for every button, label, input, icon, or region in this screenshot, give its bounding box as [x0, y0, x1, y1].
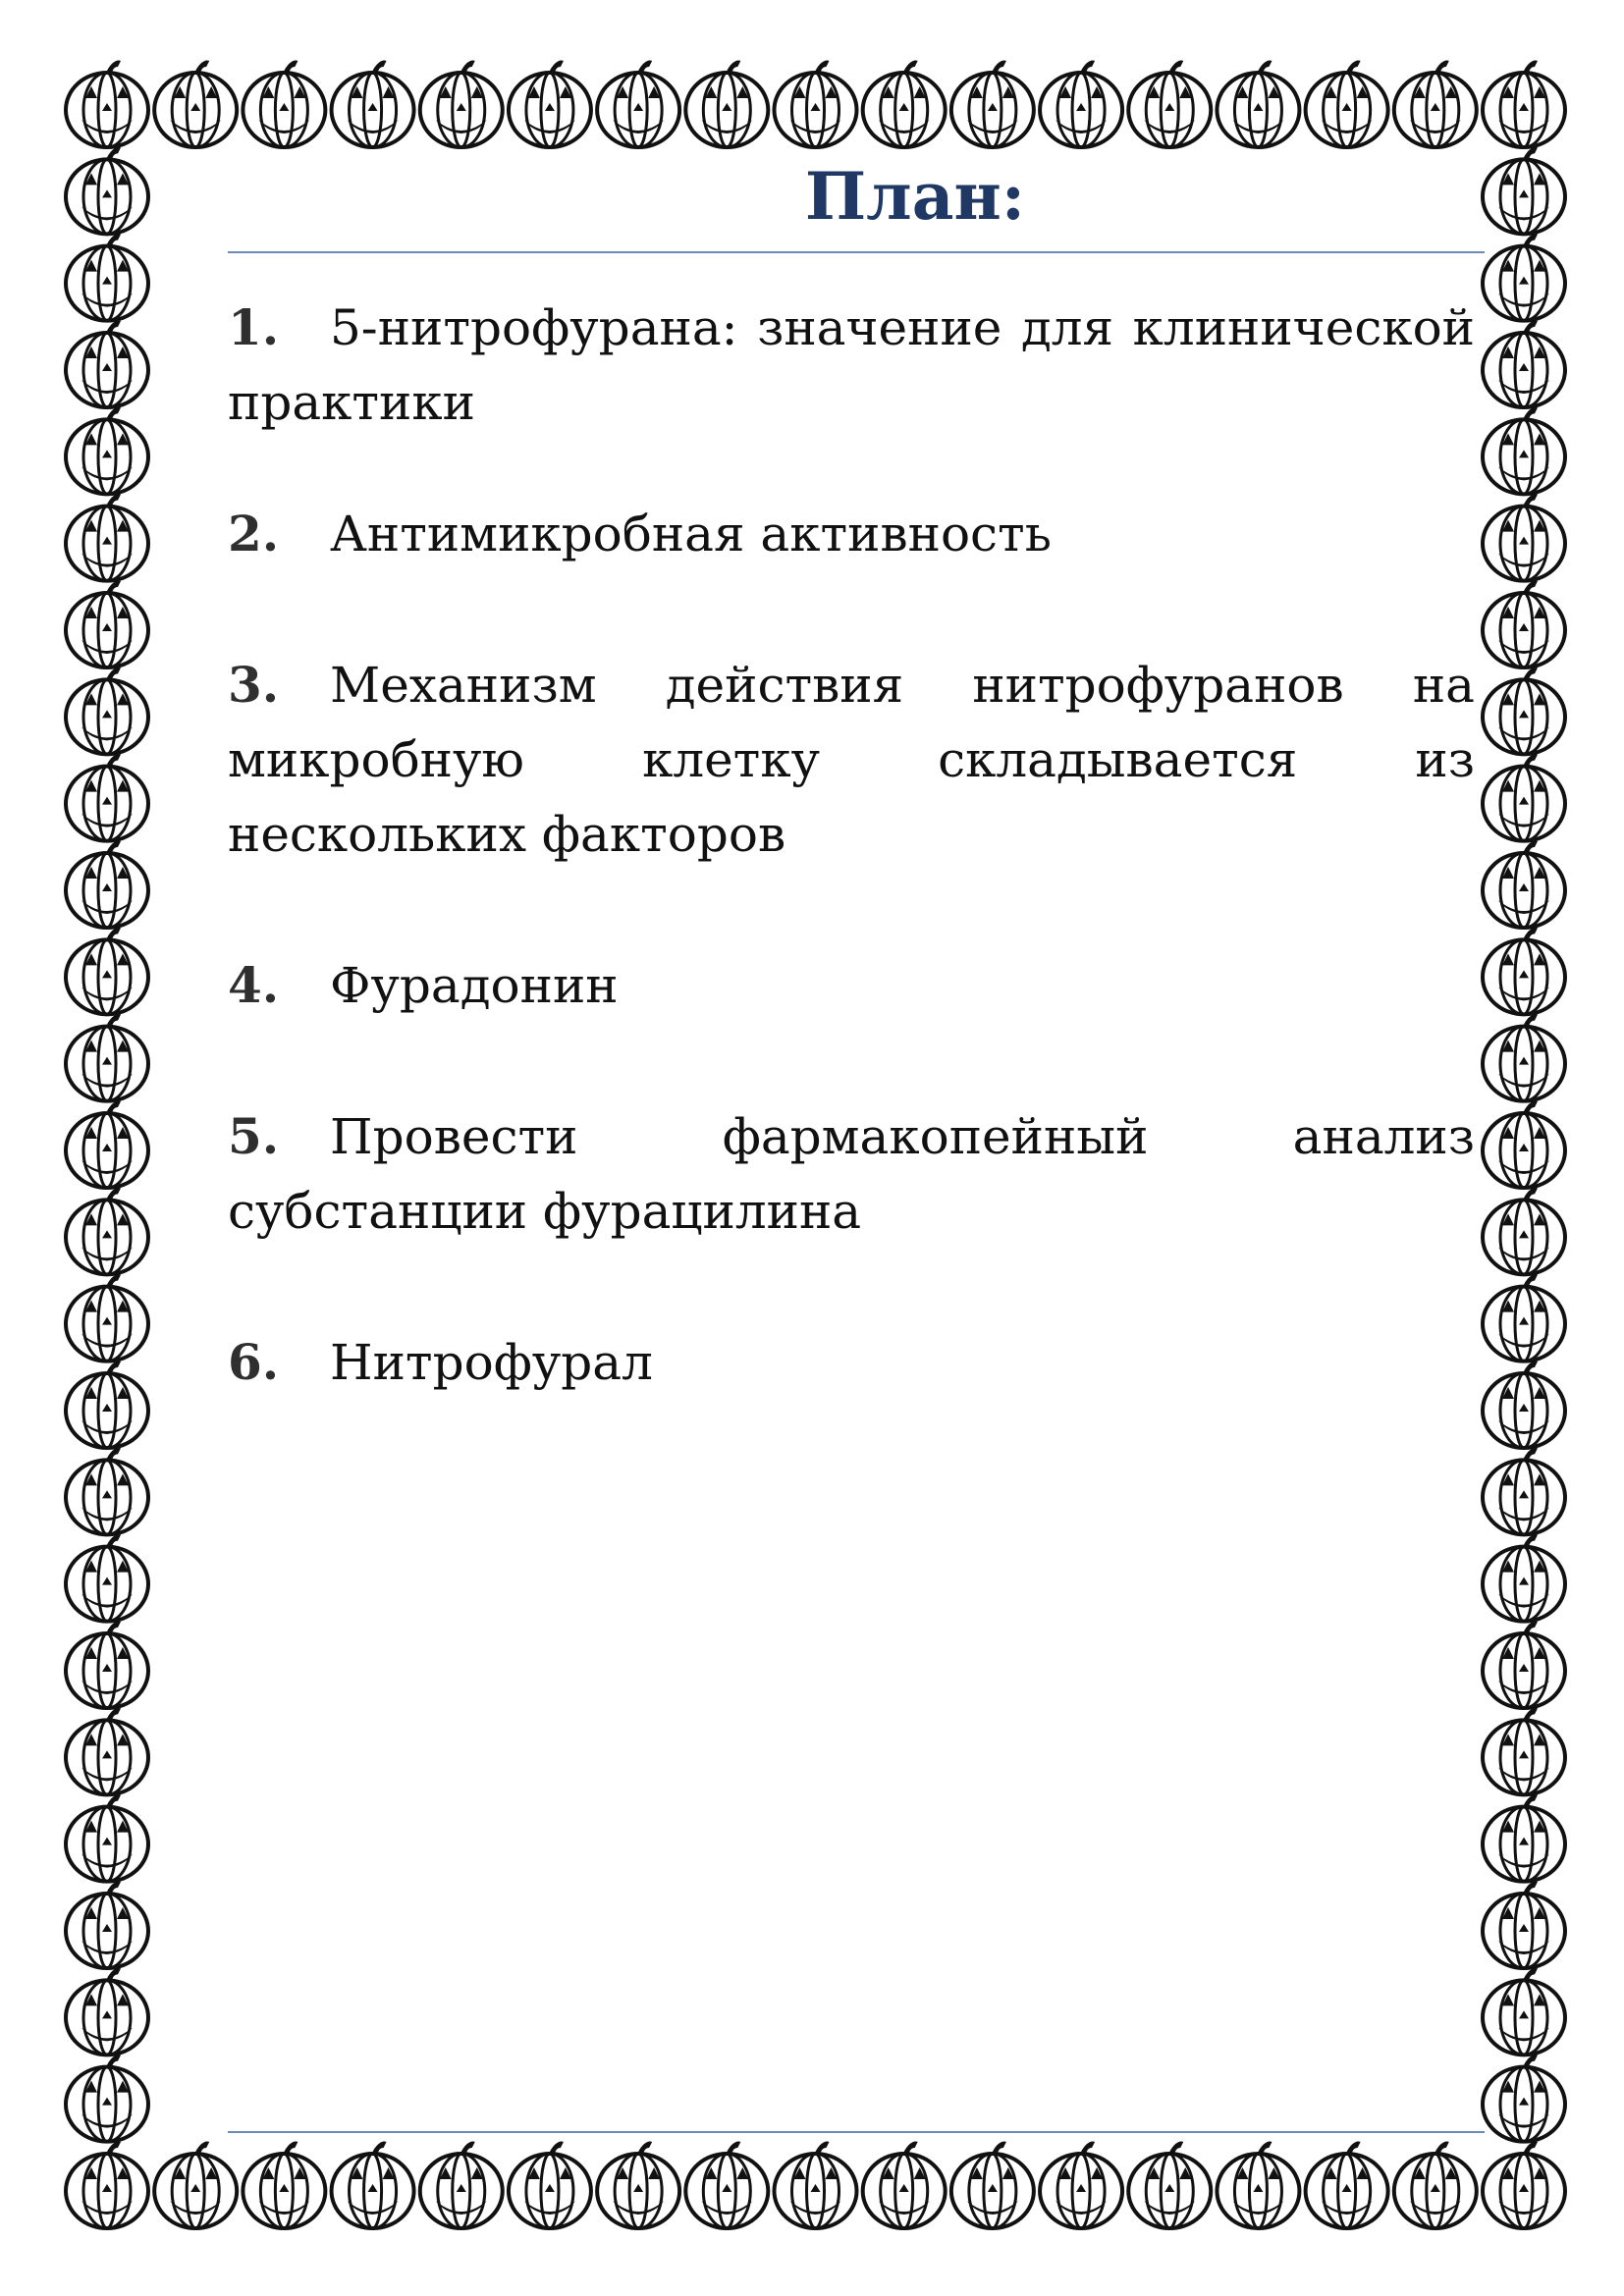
jack-o-lantern-icon: [597, 60, 679, 147]
jack-o-lantern-icon: [775, 60, 857, 147]
jack-o-lantern-icon: [66, 667, 148, 755]
title-divider-top: [228, 251, 1485, 253]
jack-o-lantern-icon: [1394, 60, 1477, 147]
jack-o-lantern-icon: [1483, 1881, 1565, 1968]
list-item: [228, 1099, 1475, 1249]
jack-o-lantern-icon: [1483, 928, 1565, 1015]
jack-o-lantern-icon: [66, 1188, 148, 1275]
jack-o-lantern-icon: [154, 2141, 237, 2228]
jack-o-lantern-icon: [66, 580, 148, 667]
list-item: [228, 1325, 1475, 1400]
jack-o-lantern-icon: [420, 60, 503, 147]
jack-o-lantern-icon: [154, 60, 237, 147]
jack-o-lantern-icon: [243, 2141, 325, 2228]
item-text: Фурадонин: [330, 957, 619, 1014]
jack-o-lantern-icon: [1483, 60, 1565, 147]
jack-o-lantern-icon: [863, 2141, 946, 2228]
jack-o-lantern-icon: [1483, 1188, 1565, 1275]
jack-o-lantern-icon: [1128, 60, 1211, 147]
jack-o-lantern-icon: [66, 1794, 148, 1882]
jack-o-lantern-icon: [66, 928, 148, 1015]
jack-o-lantern-icon: [66, 2141, 148, 2228]
item-text: 5-нитрофурана: значение для клинической практики: [228, 299, 1475, 431]
jack-o-lantern-icon: [66, 1274, 148, 1362]
list-item: [228, 648, 1475, 872]
jack-o-lantern-icon: [1483, 2055, 1565, 2142]
jack-o-lantern-icon: [1306, 2141, 1388, 2228]
jack-o-lantern-icon: [1483, 2141, 1565, 2228]
jack-o-lantern-icon: [420, 2141, 503, 2228]
jack-o-lantern-icon: [1483, 1621, 1565, 1708]
jack-o-lantern-icon: [66, 320, 148, 407]
jack-o-lantern-icon: [332, 2141, 414, 2228]
jack-o-lantern-icon: [775, 2141, 857, 2228]
jack-o-lantern-icon: [66, 1621, 148, 1708]
jack-o-lantern-icon: [1483, 494, 1565, 581]
jack-o-lantern-icon: [1483, 1534, 1565, 1622]
item-text: Нитрофурал: [330, 1334, 653, 1391]
jack-o-lantern-icon: [66, 1881, 148, 1968]
jack-o-lantern-icon: [1483, 1100, 1565, 1188]
item-number: 1.: [228, 298, 280, 356]
jack-o-lantern-icon: [66, 754, 148, 841]
item-number: 3.: [228, 656, 280, 714]
footer-divider: [228, 2131, 1485, 2133]
jack-o-lantern-icon: [1483, 1014, 1565, 1101]
item-text: Механизм действия нитрофуранов на микробную клетку складывается из нескольких факторов: [228, 657, 1475, 863]
jack-o-lantern-icon: [66, 1534, 148, 1622]
jack-o-lantern-icon: [1483, 1794, 1565, 1882]
item-number: 6.: [228, 1333, 280, 1391]
item-text: Антимикробная активность: [330, 506, 1052, 562]
jack-o-lantern-icon: [243, 60, 325, 147]
jack-o-lantern-icon: [1483, 1448, 1565, 1535]
jack-o-lantern-icon: [1483, 840, 1565, 928]
jack-o-lantern-icon: [509, 60, 591, 147]
item-number: 2.: [228, 505, 280, 562]
item-number: 5.: [228, 1107, 280, 1165]
jack-o-lantern-icon: [1040, 60, 1122, 147]
item-number: 4.: [228, 956, 280, 1014]
jack-o-lantern-icon: [66, 60, 148, 147]
jack-o-lantern-icon: [66, 1361, 148, 1448]
jack-o-lantern-icon: [1483, 407, 1565, 495]
jack-o-lantern-icon: [1217, 60, 1299, 147]
jack-o-lantern-icon: [951, 2141, 1034, 2228]
jack-o-lantern-icon: [1040, 2141, 1122, 2228]
list-item: [228, 291, 1475, 440]
jack-o-lantern-icon: [1483, 147, 1565, 235]
page-content: [228, 147, 1485, 245]
jack-o-lantern-icon: [66, 1448, 148, 1535]
jack-o-lantern-icon: [66, 1968, 148, 2056]
list-item: [228, 497, 1475, 571]
jack-o-lantern-icon: [1128, 2141, 1211, 2228]
jack-o-lantern-icon: [66, 1100, 148, 1188]
jack-o-lantern-icon: [1483, 320, 1565, 407]
jack-o-lantern-icon: [1483, 667, 1565, 755]
jack-o-lantern-icon: [66, 840, 148, 928]
jack-o-lantern-icon: [66, 407, 148, 495]
jack-o-lantern-icon: [1483, 234, 1565, 321]
jack-o-lantern-icon: [1483, 1274, 1565, 1362]
jack-o-lantern-icon: [1483, 1708, 1565, 1795]
jack-o-lantern-icon: [66, 147, 148, 235]
jack-o-lantern-icon: [597, 2141, 679, 2228]
jack-o-lantern-icon: [1217, 2141, 1299, 2228]
jack-o-lantern-icon: [685, 2141, 768, 2228]
jack-o-lantern-icon: [1483, 1361, 1565, 1448]
jack-o-lantern-icon: [1394, 2141, 1477, 2228]
jack-o-lantern-icon: [66, 2055, 148, 2142]
jack-o-lantern-icon: [1306, 60, 1388, 147]
jack-o-lantern-icon: [66, 1708, 148, 1795]
jack-o-lantern-icon: [332, 60, 414, 147]
jack-o-lantern-icon: [685, 60, 768, 147]
jack-o-lantern-icon: [1483, 1968, 1565, 2056]
jack-o-lantern-icon: [66, 1014, 148, 1101]
jack-o-lantern-icon: [66, 234, 148, 321]
plan-list: [228, 291, 1475, 1400]
item-text: Провести фармакопейный анализ субстанции фурацилина: [228, 1108, 1475, 1240]
jack-o-lantern-icon: [1483, 580, 1565, 667]
jack-o-lantern-icon: [951, 60, 1034, 147]
page-title: План:: [804, 158, 1026, 235]
jack-o-lantern-icon: [1483, 754, 1565, 841]
jack-o-lantern-icon: [66, 494, 148, 581]
list-item: [228, 948, 1475, 1023]
jack-o-lantern-icon: [509, 2141, 591, 2228]
jack-o-lantern-icon: [863, 60, 946, 147]
